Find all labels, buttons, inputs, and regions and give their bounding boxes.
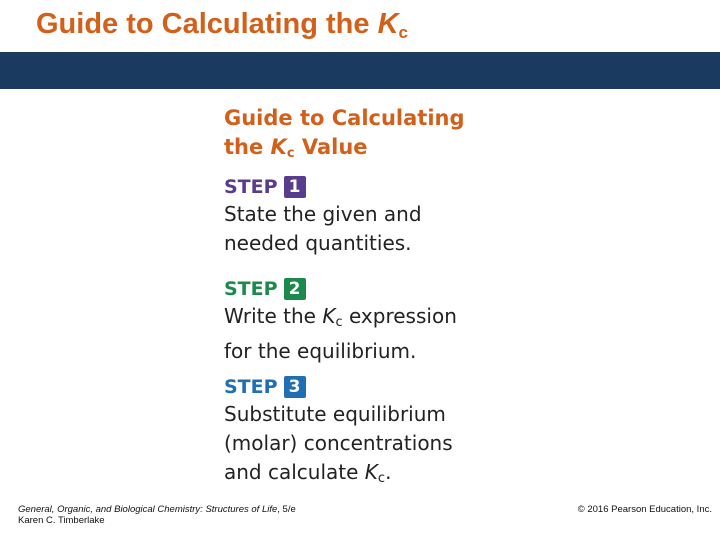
step-3-line-3-pre: and calculate [224, 460, 365, 484]
step-1-label: STEP [224, 176, 278, 198]
step-2-text [224, 302, 457, 366]
footer-book-line [18, 504, 296, 515]
header-band [0, 52, 720, 89]
step-3-label: STEP [224, 376, 278, 398]
step-2-number-badge: 2 [284, 278, 306, 300]
guide-heading [224, 104, 524, 168]
guide-heading-k: K [270, 135, 287, 159]
step-3-k: K [364, 460, 378, 484]
guide-heading-line1: Guide to Calculating [224, 106, 465, 130]
footer-author: Karen C. Timberlake [18, 515, 105, 526]
step-1-line-1: State the given and [224, 202, 422, 226]
step-3-line-3-post: . [385, 460, 392, 484]
step-2-line-1 [224, 302, 457, 337]
step-2 [224, 276, 457, 366]
step-2-line-1-pre: Write the [224, 304, 323, 328]
slide-title-text: Guide to Calculating the [36, 8, 378, 40]
guide-figure [224, 104, 524, 486]
footer-citation [18, 504, 296, 526]
step-3 [224, 374, 453, 493]
step-3-line-1: Substitute equilibrium [224, 402, 446, 426]
step-3-k-subscript: c [377, 471, 386, 486]
footer-copyright: © 2016 Pearson Education, Inc. [577, 504, 712, 515]
footer-edition: , 5/e [277, 504, 296, 515]
step-1-text [224, 200, 422, 258]
step-3-line-2: (molar) concentrations [224, 431, 453, 455]
step-1-line-2: needed quantities. [224, 231, 412, 255]
step-3-text [224, 400, 453, 493]
step-1-number-badge: 1 [284, 176, 306, 198]
step-2-header [224, 276, 457, 302]
step-3-header [224, 374, 453, 400]
footer-book-title: General, Organic, and Biological Chemistry: Structures of Life [18, 504, 278, 515]
slide-title-k: K [377, 8, 399, 40]
step-3-line-3 [224, 458, 453, 493]
slide-title-subscript: c [398, 23, 408, 42]
step-2-label: STEP [224, 278, 278, 300]
step-3-number-badge: 3 [284, 376, 306, 398]
guide-heading-post: Value [294, 135, 368, 159]
guide-heading-subscript: c [286, 146, 295, 161]
step-2-line-2: for the equilibrium. [224, 339, 417, 363]
step-1-header [224, 174, 422, 200]
step-2-k: K [322, 304, 336, 328]
step-2-line-1-post: expression [342, 304, 457, 328]
guide-heading-pre: the [224, 135, 271, 159]
step-2-k-subscript: c [335, 315, 343, 330]
guide-heading-line2 [224, 133, 524, 168]
step-1 [224, 174, 422, 258]
slide-title [36, 8, 408, 43]
